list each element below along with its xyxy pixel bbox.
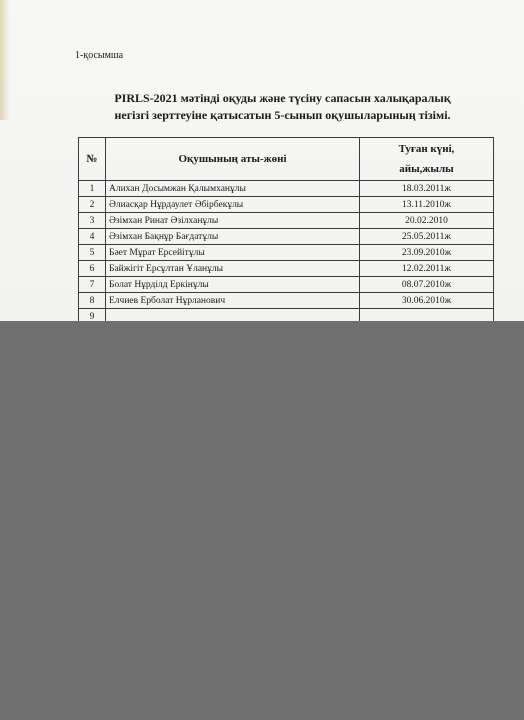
header-birth-date-line-1: Туған күні, xyxy=(398,143,455,155)
redacted-area xyxy=(0,321,524,720)
table-row xyxy=(79,293,494,309)
birth-date: 18.03.2011ж xyxy=(360,181,494,197)
row-number: 4 xyxy=(79,229,106,245)
table-row xyxy=(79,181,494,197)
birth-date: 12.02.2011ж xyxy=(360,261,494,277)
row-number: 6 xyxy=(79,261,106,277)
table-row xyxy=(79,197,494,213)
student-name: Байжігіт Ерсұлтан Ұланұлы xyxy=(106,261,360,277)
header-student-name: Оқушының аты-жөні xyxy=(106,138,360,181)
row-number: 9 xyxy=(79,309,106,325)
student-name: Әзімхан Ринат Әзілханұлы xyxy=(106,213,360,229)
row-number: 1 xyxy=(79,181,106,197)
page-edge-stain xyxy=(0,0,10,120)
table-row xyxy=(79,213,494,229)
appendix-label: 1-қосымша xyxy=(75,50,124,61)
student-name: Болат Нұрділд Еркінұлы xyxy=(106,277,360,293)
student-name: Алихан Досымжан Қалымханұлы xyxy=(106,181,360,197)
student-name: Әлиасқар Нұрдаулет Әбірбекұлы xyxy=(106,197,360,213)
row-number: 7 xyxy=(79,277,106,293)
table-row xyxy=(79,229,494,245)
birth-date: 08.07.2010ж xyxy=(360,277,494,293)
row-number: 5 xyxy=(79,245,106,261)
table-row xyxy=(79,245,494,261)
title-line-2: негізгі зерттеуіне қатысатын 5-сынып оқушыларының тізімі. xyxy=(114,108,451,122)
row-number: 2 xyxy=(79,197,106,213)
table-row xyxy=(79,277,494,293)
header-birth-date xyxy=(360,138,494,181)
table-header-row xyxy=(79,138,494,181)
header-birth-date-line-2: айы,жылы xyxy=(399,163,454,175)
row-number: 3 xyxy=(79,213,106,229)
birth-date: 25.05.2011ж xyxy=(360,229,494,245)
row-number: 8 xyxy=(79,293,106,309)
student-name: Әзімхан Бақнұр Бағдатұлы xyxy=(106,229,360,245)
title-line-1: PIRLS-2021 мәтінді оқуды және түсіну сапасын халықаралық xyxy=(114,91,451,105)
student-name: Елчиев Ерболат Нұрланович xyxy=(106,293,360,309)
student-name: Бәет Мұрат Ерсейітұлы xyxy=(106,245,360,261)
students-table xyxy=(78,137,494,325)
birth-date: 13.11.2010ж xyxy=(360,197,494,213)
header-number: № xyxy=(79,138,106,181)
document-title xyxy=(70,90,495,124)
birth-date: 20.02.2010 xyxy=(360,213,494,229)
birth-date: 30.06.2010ж xyxy=(360,293,494,309)
birth-date: 23.09.2010ж xyxy=(360,245,494,261)
table-row xyxy=(79,261,494,277)
